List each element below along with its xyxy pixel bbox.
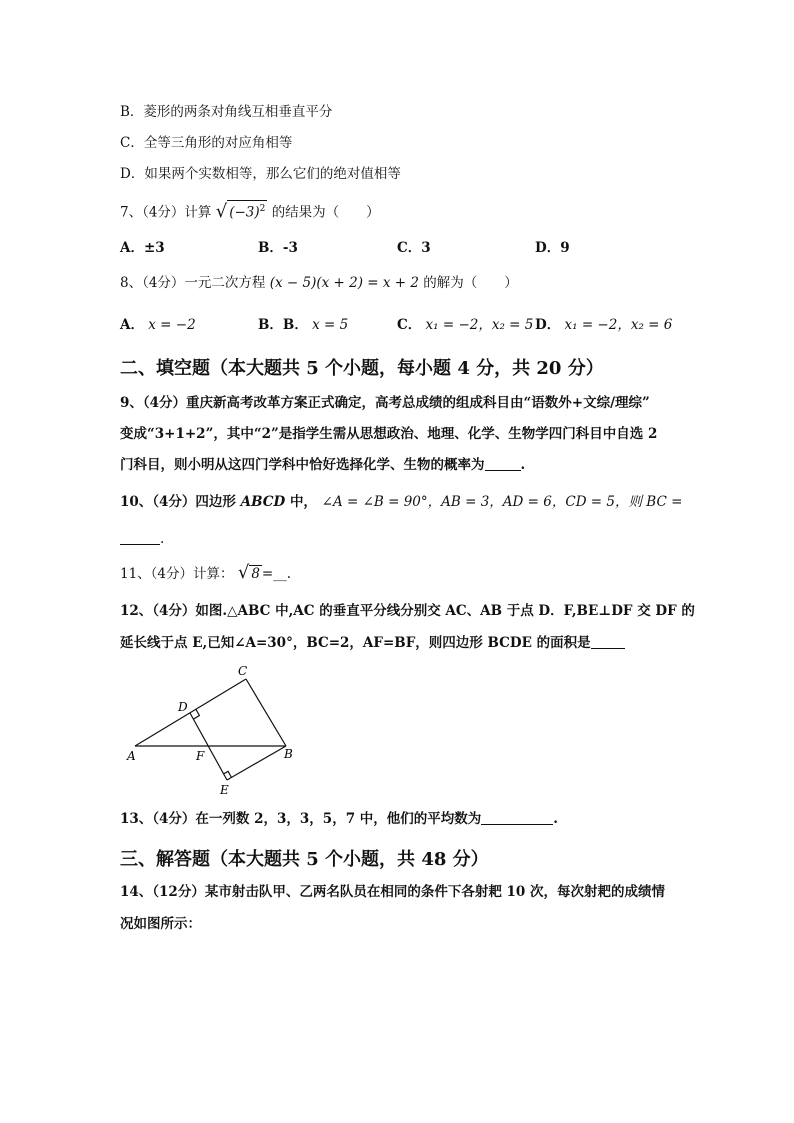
q8-suffix: 的解为（ ）: [423, 275, 518, 291]
q11-suffix: =__.: [261, 566, 292, 582]
q6-option-d: D．如果两个实数相等，那么它们的绝对值相等: [120, 166, 401, 182]
q13-stem: 13、（4分）在一列数 2，3，3，5，7 中，他们的平均数为 .: [120, 811, 558, 827]
geometry-figure: [120, 660, 310, 800]
q12-answer-blank[interactable]: [591, 634, 625, 649]
q8-option-d-label: D．: [535, 317, 561, 333]
q14-line1: 14、（12分）某市射击队甲、乙两名队员在相同的条件下各射耙 10 次，每次射耙的成绩情: [120, 884, 666, 900]
q11-stem: [120, 564, 291, 584]
q8-option-c: [397, 315, 533, 335]
q10-answer-blank[interactable]: [120, 530, 160, 545]
q14-line2: 况如图所示：: [120, 916, 201, 932]
sqrt-icon: √: [237, 562, 250, 583]
q7-option-b: B．-3: [258, 240, 298, 256]
segment-cb: [246, 679, 286, 746]
q12-line1: 12、（4分）如图.△ABC 中,AC 的垂直平分线分别交 AC、AB 于点 D．F,BE⊥DF 交 DF 的: [120, 603, 695, 619]
section3-title: 三、解答题（本大题共 5 个小题，共 48 分）: [120, 849, 489, 870]
q8-stem: [120, 273, 518, 293]
q8-option-a-value: x = −2: [148, 317, 196, 333]
label-f: F: [196, 749, 205, 763]
q11-radicand: 8: [251, 566, 260, 582]
q9-line3: 门科目，则小明从这四门学科中恰好选择化学、生物的概率为 .: [120, 457, 526, 473]
label-e: E: [220, 783, 229, 797]
q10-mid: 中，: [289, 494, 317, 510]
q11-prefix: 11、（4分）计算：: [120, 566, 234, 582]
q6-option-c: C．全等三角形的对应角相等: [120, 135, 293, 151]
q7-option-d: D．9: [535, 240, 570, 256]
q10-conditions: ∠A = ∠B = 90°，AB = 3，AD = 6，CD = 5，则 BC =: [321, 494, 683, 510]
q11-sqrt-expression: [238, 564, 262, 582]
q7-option-a: A．±3: [120, 240, 165, 256]
section2-title: 二、填空题（本大题共 5 个小题，每小题 4 分，共 20 分）: [120, 358, 604, 379]
q8-option-b-label: B．B．: [258, 317, 308, 333]
label-d: D: [178, 700, 188, 714]
q6-option-b: B．菱形的两条对角线互相垂直平分: [120, 104, 333, 120]
q8-option-d-value: x₁ = −2，x₂ = 6: [564, 317, 673, 333]
q8-equation: (x − 5)(x + 2) = x + 2: [269, 275, 419, 291]
q7-option-c: C．3: [397, 240, 431, 256]
q8-option-c-value: x₁ = −2，x₂ = 5: [425, 317, 534, 333]
q7-prefix: 7、（4分）计算: [120, 204, 212, 221]
q8-option-d: [535, 315, 672, 335]
q7-radicand: (−3): [229, 204, 260, 221]
q8-option-c-label: C．: [397, 317, 422, 333]
q10-answer-line: .: [120, 529, 164, 549]
q9-line1: 9、（4分）重庆新高考改革方案正式确定，高考总成绩的组成科目由“语数外+文综/理综”: [120, 395, 650, 411]
q10-quad-name: ABCD: [240, 494, 286, 510]
q9-line3-text: 门科目，则小明从这四门学科中恰好选择化学、生物的概率为: [120, 457, 485, 473]
segment-ac: [135, 679, 246, 746]
q9-answer-blank[interactable]: [485, 456, 521, 471]
segment-be: [227, 746, 286, 780]
label-a: A: [127, 749, 136, 763]
q13-text: 13、（4分）在一列数 2，3，3，5，7 中，他们的平均数为: [120, 811, 482, 827]
q7-stem: [120, 200, 380, 223]
q7-sqrt-expression: [216, 200, 268, 221]
q9-line2: 变成“3+1+2”，其中“2”是指学生需从思想政治、地理、化学、生物学四门科目中自选 2: [120, 426, 658, 442]
q8-prefix: 8、（4分）一元二次方程: [120, 275, 266, 291]
q7-suffix: 的结果为（ ）: [271, 204, 380, 221]
q8-option-a-label: A．: [120, 317, 144, 333]
q8-option-b: [258, 315, 348, 335]
sqrt-icon: √: [215, 200, 228, 222]
q7-exponent: 2: [259, 204, 266, 214]
q12-line2-text: 延长线于点 E,已知∠A=30°，BC=2，AF=BF，则四边形 BCDE 的面积是: [120, 635, 591, 651]
label-b: B: [284, 747, 293, 761]
q12-line2: [120, 633, 625, 653]
q8-option-a: [120, 315, 196, 335]
q10-stem: [120, 492, 682, 512]
label-c: C: [238, 664, 248, 678]
q13-answer-blank[interactable]: [481, 810, 553, 825]
q10-prefix: 10、（4分）四边形: [120, 494, 236, 510]
q8-option-b-value: x = 5: [312, 317, 349, 333]
